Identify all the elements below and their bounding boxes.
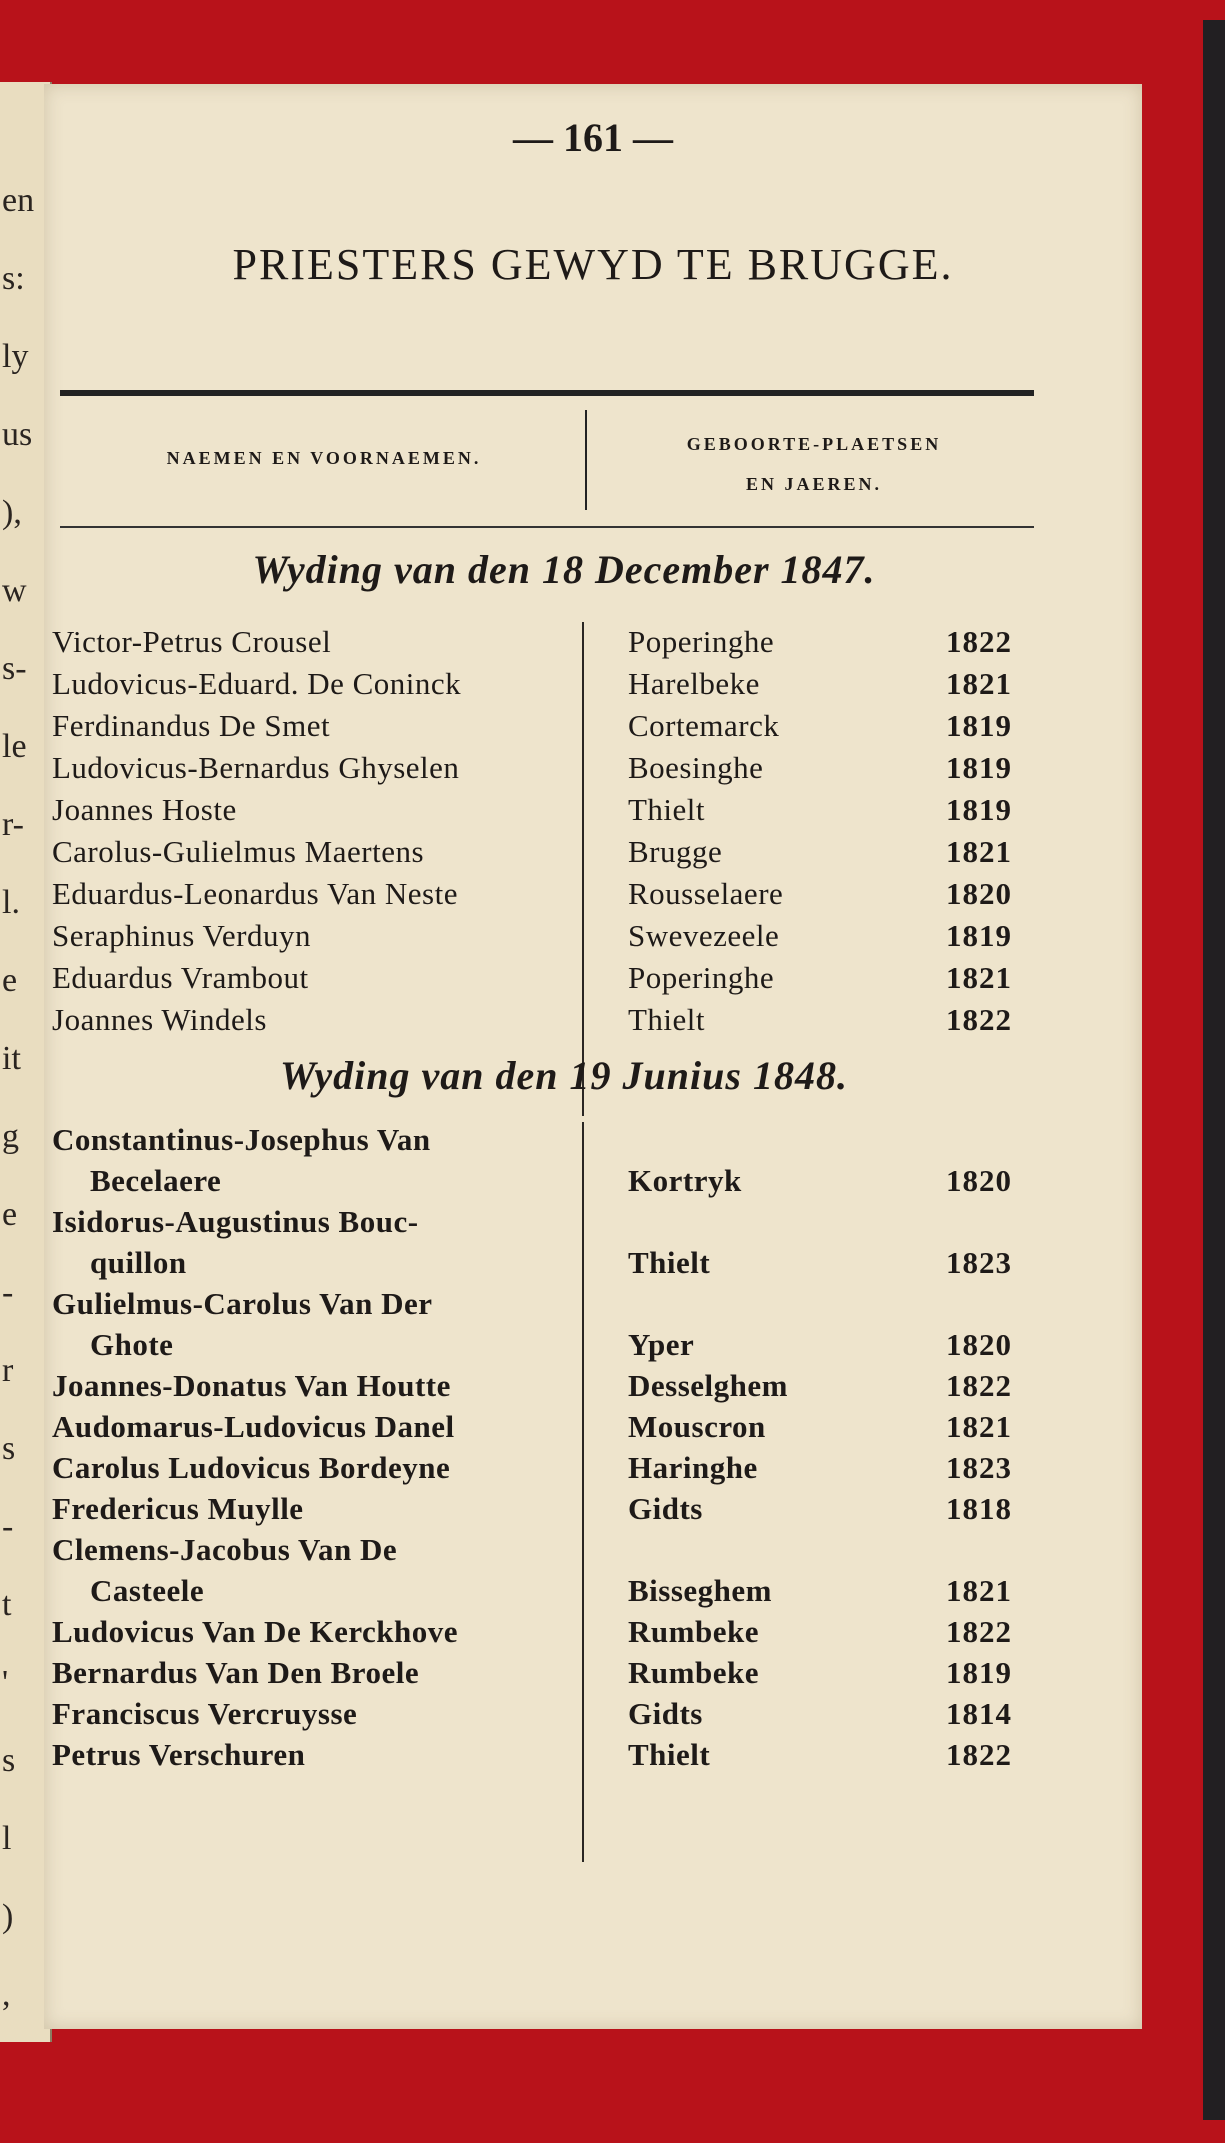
table-row (44, 1327, 1084, 1369)
previous-page-fragment: r- (2, 806, 24, 843)
birth-year: 1818 (946, 1491, 1012, 1526)
birth-place: Haringhe (628, 1450, 758, 1485)
priest-name: Carolus-Gulielmus Maertens (52, 834, 425, 869)
priest-name: Joannes Hoste (52, 792, 237, 827)
birth-year: 1820 (946, 1327, 1012, 1362)
previous-page-fragment: ), (2, 494, 22, 531)
previous-page-fragment: le (2, 728, 27, 765)
previous-page-fragment: t (2, 1586, 12, 1623)
page-title: PRIESTERS GEWYD TE BRUGGE. (232, 240, 954, 289)
table-row (44, 1409, 1084, 1451)
page-number: — 161 — (513, 115, 673, 160)
birth-year: 1821 (946, 1573, 1012, 1608)
header-rule-top (60, 390, 1034, 396)
previous-page-fragment: l. (2, 884, 20, 921)
section-heading-1848: Wyding van den 19 Junius 1848. (280, 1053, 848, 1098)
birth-year: 1821 (946, 666, 1012, 701)
previous-page-fragment: s- (2, 650, 27, 687)
section-heading-1847: Wyding van den 18 December 1847. (252, 547, 876, 592)
birth-place: Thielt (628, 792, 706, 827)
table-row (44, 1573, 1084, 1615)
previous-page-fragment: - (2, 1508, 14, 1545)
priest-name: Ferdinandus De Smet (52, 708, 331, 743)
priest-name: Franciscus Vercruysse (52, 1696, 358, 1731)
priest-name: Ghote (90, 1327, 174, 1362)
table-row (44, 1002, 1084, 1044)
table-row (44, 624, 1084, 666)
previous-page-fragment: , (2, 1976, 11, 2013)
priest-name: Eduardus Vrambout (52, 960, 309, 995)
previous-page-fragment: ) (2, 1898, 14, 1935)
priest-name: Victor-Petrus Crousel (52, 624, 332, 659)
table-row (44, 750, 1084, 792)
header-column-divider (585, 410, 587, 510)
previous-page-fragment: ' (2, 1664, 9, 1701)
priest-name: Seraphinus Verduyn (52, 918, 311, 953)
table-row (44, 1737, 1084, 1779)
birth-place: Thielt (628, 1245, 711, 1280)
priest-name: Constantinus-Josephus Van (52, 1122, 431, 1157)
birth-year: 1822 (946, 624, 1012, 659)
birth-place: Mouscron (628, 1409, 766, 1444)
table-row (44, 708, 1084, 750)
birth-year: 1822 (946, 1737, 1012, 1772)
table-row (44, 876, 1084, 918)
birth-place: Thielt (628, 1002, 706, 1037)
priest-name: Clemens-Jacobus Van De (52, 1532, 398, 1567)
previous-page-fragment: s (2, 1742, 16, 1779)
table-row (44, 1450, 1084, 1492)
birth-place: Cortemarck (628, 708, 780, 743)
priest-name: Fredericus Muylle (52, 1491, 304, 1526)
table-row (44, 1122, 1084, 1164)
priest-name: Ludovicus Van De Kerckhove (52, 1614, 459, 1649)
birth-place: Harelbeke (628, 666, 760, 701)
birth-place: Poperinghe (628, 624, 775, 659)
priest-name: Eduardus-Leonardus Van Neste (52, 876, 458, 911)
table-row (44, 918, 1084, 960)
table-row (44, 1491, 1084, 1533)
previous-page-fragment: w (2, 572, 27, 609)
previous-page-fragment: en (2, 182, 35, 219)
previous-page-fragment: g (2, 1118, 19, 1155)
birth-year: 1814 (946, 1696, 1012, 1731)
previous-page-fragment: it (2, 1040, 21, 1077)
table-row (44, 1655, 1084, 1697)
priest-name: Joannes Windels (52, 1002, 267, 1037)
table-row (44, 1614, 1084, 1656)
priest-name: Bernardus Van Den Broele (52, 1655, 420, 1690)
previous-page-fragment: r (2, 1352, 14, 1389)
birth-place: Desselghem (628, 1368, 788, 1403)
birth-year: 1820 (946, 876, 1012, 911)
birth-place: Kortryk (628, 1163, 742, 1198)
birth-year: 1820 (946, 1163, 1012, 1198)
birth-year: 1821 (946, 960, 1012, 995)
birth-year: 1821 (946, 1409, 1012, 1444)
priest-name: Becelaere (90, 1163, 222, 1198)
priest-name: Joannes-Donatus Van Houtte (52, 1368, 451, 1403)
table-row (44, 1368, 1084, 1410)
birth-year: 1819 (946, 1655, 1012, 1690)
priest-name: Carolus Ludovicus Bordeyne (52, 1450, 451, 1485)
birth-place: Bisseghem (628, 1573, 772, 1608)
previous-page-fragment: ly (2, 338, 29, 375)
birth-place: Poperinghe (628, 960, 775, 995)
birth-place: Brugge (628, 834, 723, 869)
birth-year: 1822 (946, 1002, 1012, 1037)
priest-name: Audomarus-Ludovicus Danel (52, 1409, 455, 1444)
birth-year: 1821 (946, 834, 1012, 869)
table-row (44, 834, 1084, 876)
birth-year: 1823 (946, 1450, 1012, 1485)
column-header-names: NAEMEN EN VOORNAEMEN. (166, 448, 482, 468)
table-row (44, 1696, 1084, 1738)
birth-year: 1822 (946, 1614, 1012, 1649)
priest-name: quillon (90, 1245, 187, 1280)
priest-name: Casteele (90, 1573, 205, 1608)
birth-place: Rousselaere (628, 876, 784, 911)
priest-name: Isidorus-Augustinus Bouc- (52, 1204, 419, 1239)
birth-place: Rumbeke (628, 1655, 759, 1690)
column-header-places-line2: EN JAEREN. (745, 474, 882, 494)
birth-year: 1822 (946, 1368, 1012, 1403)
birth-place: Gidts (628, 1696, 703, 1731)
priest-name: Gulielmus-Carolus Van Der (52, 1286, 433, 1321)
table-row (44, 1245, 1084, 1287)
birth-place: Swevezeele (628, 918, 780, 953)
table-row (44, 960, 1084, 1002)
priest-name: Ludovicus-Eduard. De Coninck (52, 666, 462, 701)
header-rule-bottom (60, 526, 1034, 528)
birth-year: 1819 (946, 792, 1012, 827)
previous-page-fragment: - (2, 1274, 14, 1311)
birth-year: 1819 (946, 708, 1012, 743)
birth-year: 1819 (946, 750, 1012, 785)
birth-year: 1819 (946, 918, 1012, 953)
previous-page-fragment: us (2, 416, 33, 453)
priest-name: Ludovicus-Bernardus Ghyselen (52, 750, 460, 785)
column-header-places-line1: GEBOORTE-PLAETSEN (686, 434, 942, 454)
priest-name: Petrus Verschuren (52, 1737, 306, 1772)
table-row (44, 792, 1084, 834)
previous-page-fragment: l (2, 1820, 12, 1857)
column-header-places (604, 424, 1024, 504)
birth-place: Gidts (628, 1491, 703, 1526)
previous-page-fragment: s (2, 1430, 16, 1467)
previous-page-fragment: e (2, 962, 18, 999)
table-row (44, 1532, 1084, 1574)
birth-place: Rumbeke (628, 1614, 759, 1649)
previous-page-fragment: e (2, 1196, 18, 1233)
previous-page-fragment: s: (2, 260, 25, 297)
table-row (44, 1286, 1084, 1328)
table-row (44, 666, 1084, 708)
table-row (44, 1163, 1084, 1205)
birth-place: Boesinghe (628, 750, 764, 785)
birth-place: Yper (628, 1327, 695, 1362)
birth-year: 1823 (946, 1245, 1012, 1280)
table-row (44, 1204, 1084, 1246)
cover-edge (1203, 20, 1225, 2120)
birth-place: Thielt (628, 1737, 711, 1772)
book-page (44, 84, 1142, 2029)
